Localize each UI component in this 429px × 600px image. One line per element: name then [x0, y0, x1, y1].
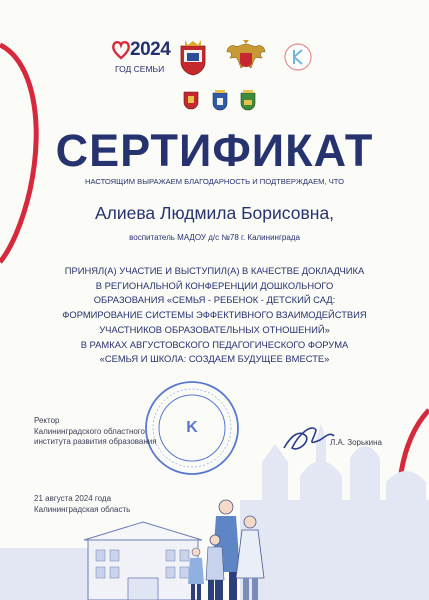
- role-line: Калининградского областного: [34, 426, 145, 436]
- recipient-position: воспитатель МАДОУ д/с №78 г. Калининграда: [129, 233, 300, 242]
- certificate-subtitle: НАСТОЯЩИМ ВЫРАЖАЕМ БЛАГОДАРНОСТЬ И ПОДТВЕРЖДАЕМ, ЧТО: [85, 177, 344, 186]
- year-of-family-logo: [112, 39, 171, 80]
- logo-caption: ГОД СЕМЬИ: [115, 64, 165, 74]
- body-line: В РЕГИОНАЛЬНОЙ КОНФЕРЕНЦИИ ДОШКОЛЬНОГО: [95, 279, 334, 291]
- institute-k-logo-icon: [283, 42, 313, 72]
- city-crest-1-icon: [183, 91, 199, 110]
- signer-name: Л.А. Зорькина: [330, 438, 382, 447]
- body-line: «СЕМЬЯ И ШКОЛА: СОЗДАЕМ БУДУЩЕЕ ВМЕСТЕ»: [99, 353, 330, 365]
- official-stamp: [146, 382, 238, 474]
- school-building: [84, 522, 202, 600]
- certificate-body: [40, 264, 389, 367]
- issue-info: [34, 493, 130, 515]
- body-line: ПРИНЯЛ(А) УЧАСТИЕ И ВЫСТУПИЛ(А) В КАЧЕСТВЕ ДОКЛАДЧИКА: [64, 265, 365, 276]
- russia-eagle-crest-icon: [225, 38, 267, 76]
- logo-year: 2024: [130, 39, 171, 60]
- recipient-name: Алиева Людмила Борисовна,: [94, 203, 335, 223]
- kaliningrad-region-crest-icon: [178, 38, 208, 76]
- svg-text:K: K: [186, 419, 198, 436]
- body-line: УЧАСТНИКОВ ОБРАЗОВАТЕЛЬНЫХ ОТНОШЕНИЙ»: [99, 323, 330, 335]
- role-line: Ректор: [34, 416, 60, 425]
- heart-icon: [112, 40, 130, 60]
- city-crest-2-icon: [212, 89, 228, 111]
- city-crest-3-icon: [240, 89, 256, 111]
- rector-signature: [284, 428, 334, 449]
- issue-region: Калининградская область: [34, 505, 131, 514]
- issue-date: 21 августа 2024 года: [34, 494, 112, 503]
- body-line: ОБРАЗОВАНИЯ «СЕМЬЯ - РЕБЕНОК - ДЕТСКИЙ САД:: [93, 294, 336, 306]
- role-line: института развития образования: [34, 437, 157, 446]
- signatory-role: [34, 416, 157, 448]
- body-line: В РАМКАХ АВГУСТОВСКОГО ПЕДАГОГИЧЕСКОГО ФОРУМА: [80, 338, 349, 350]
- certificate-title: СЕРТИФИКАТ: [55, 125, 374, 176]
- body-line: ФОРМИРОВАНИЕ СИСТЕМЫ ЭФФЕКТИВНОГО ВЗАИМОДЕЙСТВИЯ: [62, 309, 367, 321]
